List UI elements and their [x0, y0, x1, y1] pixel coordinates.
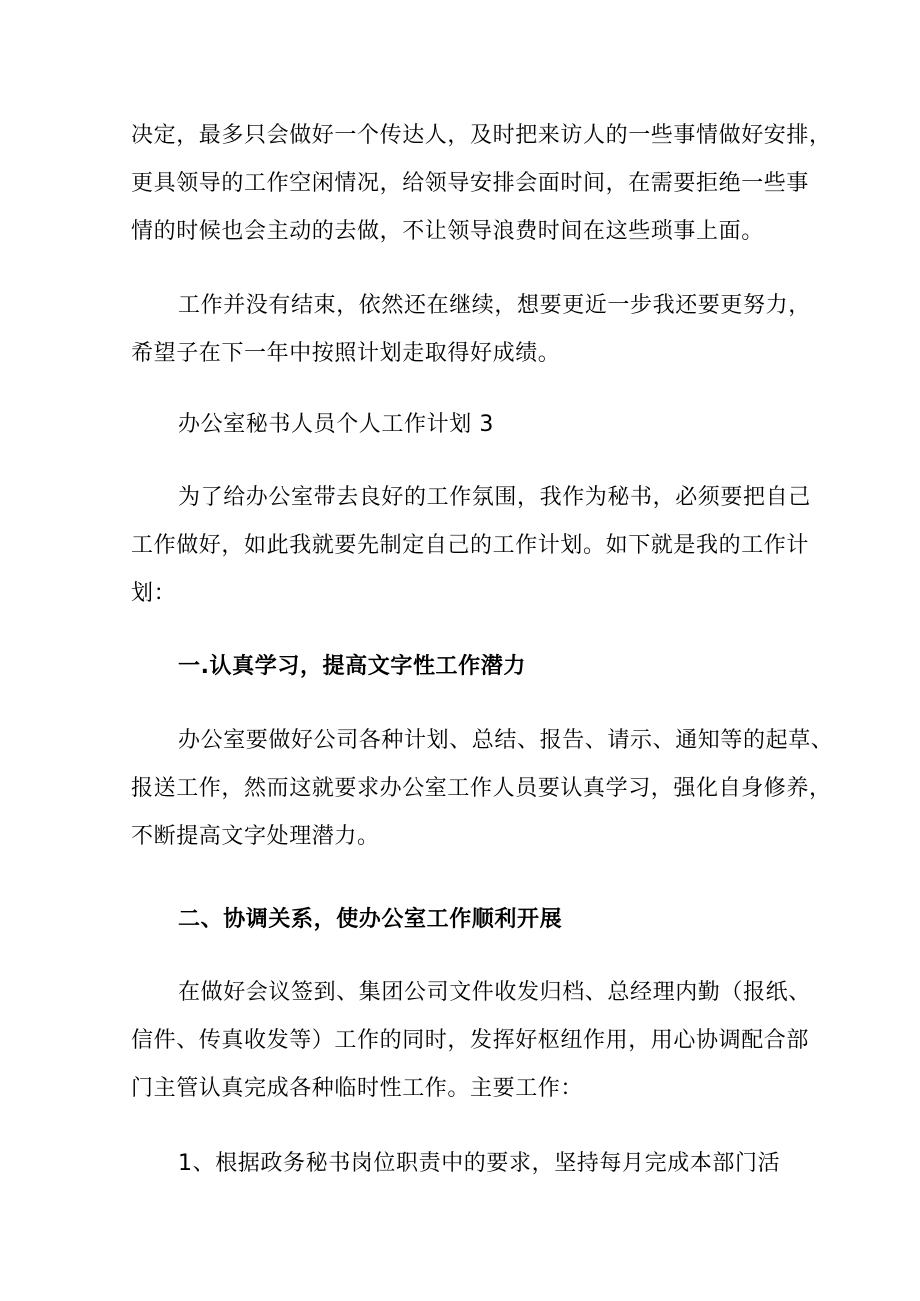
paragraph-line: 在做好会议签到、集团公司文件收发归档、总经理内勤（报纸、	[178, 980, 811, 1005]
paragraph-line: 希望子在下一年中按照计划走取得好成绩。	[131, 341, 561, 366]
paragraph-line: 划：	[131, 581, 177, 606]
paragraph-line: 不断提高文字处理潜力。	[131, 824, 380, 849]
paragraph-line: 情的时候也会主动的去做，不让领导浪费时间在这些琐事上面。	[131, 219, 764, 244]
paragraph-line: 决定，最多只会做好一个传达人，及时把来访人的一些事情做好安排，	[131, 123, 832, 148]
paragraph-line: 信件、传真收发等）工作的同时，发挥好枢纽作用，用心协调配合部	[131, 1028, 810, 1053]
section-heading: 一.认真学习，提高文字性工作潜力	[178, 654, 526, 679]
paragraph-line: 更具领导的工作空闲情况，给领导安排会面时间，在需要拒绝一些事	[131, 171, 810, 196]
paragraph-line: 为了给办公室带去良好的工作氛围，我作为秘书，必须要把自己	[178, 485, 811, 510]
paragraph-line: 工作并没有结束，依然还在继续，想要更近一步我还要更努力，	[178, 293, 811, 318]
section-title: 办公室秘书人员个人工作计划 3	[178, 412, 494, 437]
paragraph-line: 工作做好，如此我就要先制定自己的工作计划。如下就是我的工作计	[131, 533, 810, 558]
section-heading: 二、协调关系，使办公室工作顺利开展	[178, 907, 563, 932]
paragraph-line: 办公室要做好公司各种计划、总结、报告、请示、通知等的起草、	[178, 728, 834, 753]
paragraph-line: 报送工作，然而这就要求办公室工作人员要认真学习，强化自身修养，	[131, 776, 832, 801]
paragraph-line: 门主管认真完成各种临时性工作。主要工作：	[131, 1076, 584, 1101]
list-item: 1、根据政务秘书岗位职责中的要求，坚持每月完成本部门活	[178, 1151, 781, 1176]
